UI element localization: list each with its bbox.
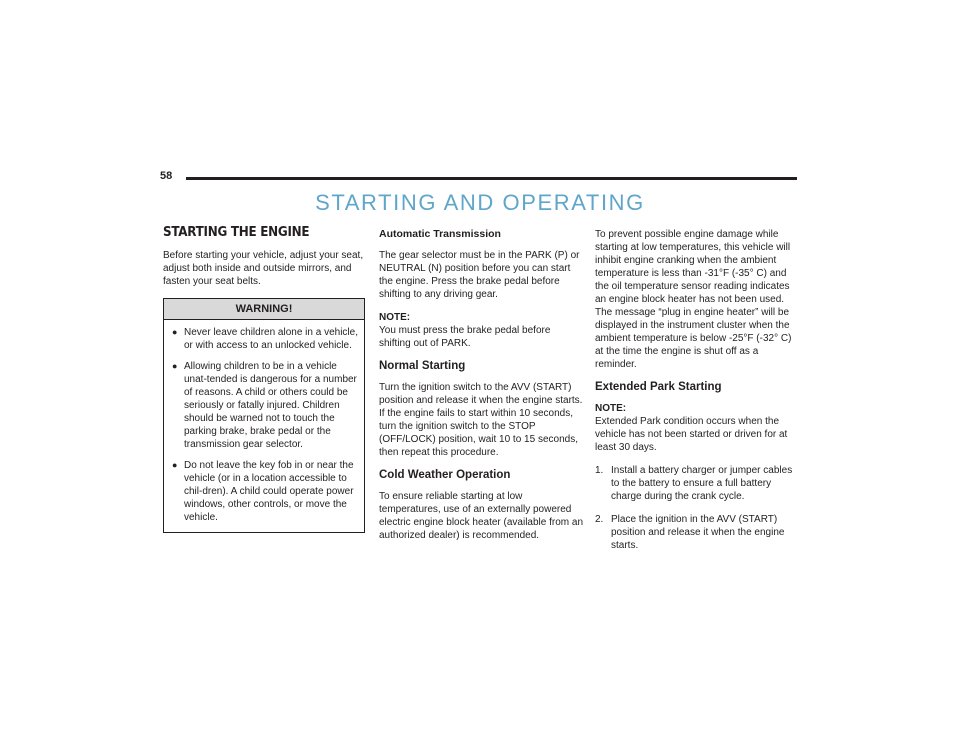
note-label: NOTE: [595,403,627,414]
cold-weather-heading: Cold Weather Operation [379,469,511,481]
column-middle [379,228,583,552]
warning-item-text: Allowing children to be in a vehicle unat-tended is dangerous for a number of reasons. A child or others could be seriously or fatally injured. Children should be warned not to touch the parking brake, brake pedal or the transmission gear selector. [184,361,357,450]
step-number: 2. [595,514,604,525]
step-number: 1. [595,465,604,476]
note-block [379,311,583,350]
column-right [595,228,799,562]
normal-starting-heading: Normal Starting [379,360,466,372]
warning-item [172,459,358,524]
note-text: Extended Park condition occurs when the vehicle has not been started or driven for at least 30 days. [595,416,788,453]
bullet-icon: ● [172,460,178,470]
step-text: Place the ignition in the AVV (START) position and release it when the engine starts. [611,514,785,551]
automatic-transmission-text: The gear selector must be in the PARK (P) or NEUTRAL (N) position before you can start the engine. Press the brake pedal before shifting to any driving gear. [379,250,580,300]
chapter-title: STARTING AND OPERATING [315,190,645,215]
steps-list [595,464,799,552]
warning-list [164,320,364,532]
warning-item-text: Do not leave the key fob in or near the vehicle (or in a location accessible to chil-dren). A child could operate power windows, other controls, or move the vehicle. [184,460,354,523]
note-block [595,402,799,454]
warning-item [172,326,358,352]
header-rule [186,177,797,180]
warning-item-text: Never leave children alone in a vehicle, or with access to an unlocked vehicle. [184,327,358,351]
warning-title: WARNING! [164,299,364,320]
automatic-transmission-heading: Automatic Transmission [379,228,501,240]
note-text: You must press the brake pedal before shifting out of PARK. [379,325,551,349]
step-item [595,513,799,552]
prevent-damage-text: To prevent possible engine damage while starting at low temperatures, this vehicle will inhibit engine cranking when the ambient temperature is less than -31°F (-35° C) and the oil temperature sensor reading indicates an engine block heater has not been used. The message “plug in engine heater” will be displayed in the instrument cluster when the ambient temperature is below -25°F (-32° C) at the time the engine is shut off as a reminder. [595,229,792,370]
extended-park-heading: Extended Park Starting [595,381,722,393]
section-title: STARTING THE ENGINE [163,225,310,240]
normal-starting-text: Turn the ignition switch to the AVV (START) position and release it when the engine starts. If the engine fails to start within 10 seconds, turn the ignition switch to the STOP (OFF/LOCK) position, wait 10 to 15 seconds, then repeat this procedure. [379,382,583,458]
column-left [163,226,365,533]
warning-box [163,298,365,533]
bullet-icon: ● [172,327,178,337]
note-label: NOTE: [379,312,411,323]
step-text: Install a battery charger or jumper cables to the battery to ensure a full battery charge during the crank cycle. [611,465,793,502]
intro-paragraph: Before starting your vehicle, adjust your seat, adjust both inside and outside mirrors, and fasten your seat belts. [163,250,364,287]
cold-weather-text: To ensure reliable starting at low temperatures, use of an externally powered electric engine block heater (available from an authorized dealer) is recommended. [379,491,583,541]
step-item [595,464,799,503]
bullet-icon: ● [172,361,178,371]
page-number: 58 [160,170,173,182]
warning-item [172,360,358,451]
